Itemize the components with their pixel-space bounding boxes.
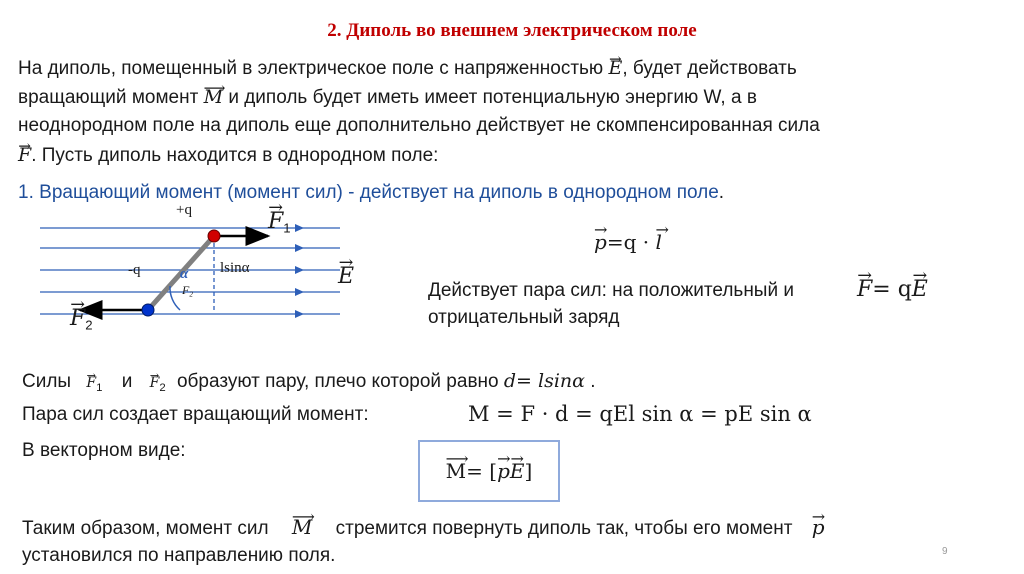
label-E: → E	[338, 263, 354, 289]
page-number: 9	[942, 546, 948, 557]
couple-line: Силы → $F_1$ $и \to F_2$ образуют пару, плечо которой равно d= lsinα .	[22, 368, 596, 401]
formula-force: → F= q→ E	[857, 276, 928, 302]
vector-formula-box: ⟶ M = [ → p → E ]	[418, 440, 560, 502]
moment-text: Пара сил создает вращающий момент:	[22, 404, 369, 425]
moment-formula: M = F · d = qEl sin α = pE sin α	[468, 402, 812, 426]
intro-text: вращающий момент	[18, 87, 199, 108]
formula-dipole-moment: → p=q · → l	[594, 230, 662, 255]
item-text: Вращающий момент (момент сил) - действует на диполь в однородном поле	[39, 182, 719, 203]
page-title: 2. Диполь во внешнем электрическом поле	[327, 20, 697, 41]
intro-text: и диполь будет иметь имеет потенциальную энергию W, а в	[228, 87, 757, 108]
label-minus-q: -q	[128, 262, 141, 278]
angle-arc	[170, 286, 180, 310]
item-dot: .	[718, 182, 725, 203]
vector-text: В векторном виде:	[22, 440, 186, 461]
intro-line-1	[18, 55, 797, 82]
conclusion-line-2: установился по направлению поля.	[22, 545, 336, 566]
negative-charge	[142, 304, 154, 316]
intro-text: . Пусть диполь находится в однородном поле:	[31, 145, 439, 166]
intro-line-2	[18, 84, 757, 111]
vector-M: ⟶ M	[204, 84, 223, 110]
label-lsin: lsinα	[220, 260, 250, 276]
intro-text: , будет действовать	[622, 58, 797, 79]
forces-line-1: Действует пара сил: на положительный и	[428, 280, 794, 301]
vector-E: → E	[608, 55, 622, 81]
vector-F: → F	[18, 142, 31, 168]
positive-charge	[208, 230, 220, 242]
intro-text: На диполь, помещенный в электрическое поле с напряженностью	[18, 58, 604, 79]
label-F2: → $F_2$	[70, 305, 93, 333]
intro-line-4	[18, 142, 438, 169]
item-number: 1.	[18, 182, 34, 203]
label-F2-small: $F_2$	[182, 283, 193, 299]
label-F1: → $F_1$	[268, 208, 291, 236]
intro-line-3: неоднородном поле на диполь еще дополнительно действует не скомпенсированная сила	[18, 115, 820, 136]
forces-line-2: отрицательный заряд	[428, 307, 620, 328]
label-alpha: α	[180, 266, 189, 282]
conclusion-line-1: Таким образом, момент сил ⟶ M стремится повернуть диполь так, чтобы его момент → p	[22, 514, 825, 542]
label-plus-q: +q	[176, 202, 192, 218]
